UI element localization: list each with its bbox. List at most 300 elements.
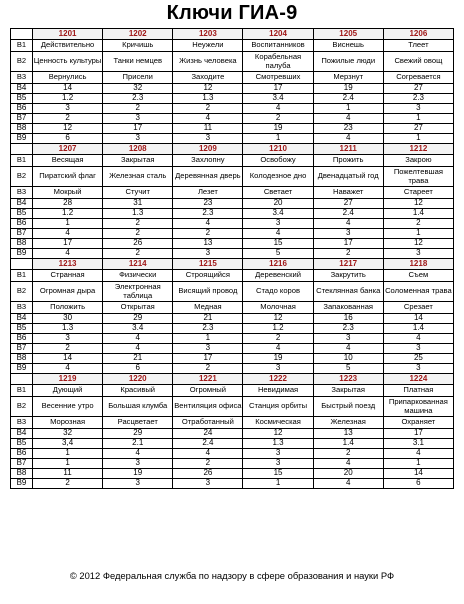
answer-cell: 28	[33, 199, 103, 209]
answer-cell: 3	[33, 104, 103, 114]
answer-cell: 20	[313, 469, 383, 479]
answer-cell: 13	[313, 429, 383, 439]
task-label: B3	[11, 302, 33, 314]
answer-cell: 4	[243, 344, 313, 354]
task-label: B3	[11, 72, 33, 84]
variant-number: 1224	[383, 374, 453, 385]
answer-cell: 4	[33, 229, 103, 239]
answer-cell: 3	[173, 134, 243, 144]
task-label: B5	[11, 94, 33, 104]
answer-cell: 1	[243, 479, 313, 489]
answer-cell: 4	[103, 334, 173, 344]
variant-number: 1219	[33, 374, 103, 385]
answer-cell: Охраняет	[383, 417, 453, 429]
copyright-footer: © 2012 Федеральная служба по надзору в сфере образования и науки РФ	[69, 570, 395, 581]
answer-cell: 1	[383, 134, 453, 144]
answer-row	[11, 364, 454, 374]
task-label: B7	[11, 344, 33, 354]
answer-cell: Срезает	[383, 302, 453, 314]
task-label: B4	[11, 314, 33, 324]
answer-cell: 24	[173, 429, 243, 439]
answer-cell: 17	[103, 124, 173, 134]
answer-cell: 1.3	[243, 439, 313, 449]
task-label: B9	[11, 134, 33, 144]
answer-cell: 3	[383, 344, 453, 354]
answer-cell: 4	[313, 344, 383, 354]
variant-number: 1202	[103, 29, 173, 40]
answer-cell: 23	[173, 199, 243, 209]
answer-row	[11, 314, 454, 324]
answer-cell: Строящийся	[173, 270, 243, 282]
answer-cell: 12	[33, 124, 103, 134]
answer-cell: Большая клумба	[103, 397, 173, 417]
answer-cell: 29	[103, 314, 173, 324]
answer-cell: Наважет	[313, 187, 383, 199]
answer-cell: Виснешь	[313, 40, 383, 52]
answer-cell: Стеклянная банка	[313, 282, 383, 302]
answer-row	[11, 439, 454, 449]
answer-cell: Запакованная	[313, 302, 383, 314]
answer-keys-table	[10, 28, 454, 489]
answer-row	[11, 84, 454, 94]
answer-cell: 1	[243, 134, 313, 144]
answer-cell: 1	[33, 219, 103, 229]
answer-cell: Весенние утро	[33, 397, 103, 417]
answer-row	[11, 459, 454, 469]
task-label: B1	[11, 40, 33, 52]
header-corner-cell	[11, 374, 33, 385]
answer-cell: 4	[313, 219, 383, 229]
answer-row	[11, 167, 454, 187]
answer-cell: 2.4	[313, 209, 383, 219]
variant-number: 1222	[243, 374, 313, 385]
answer-cell: Пожелтевшая трава	[383, 167, 453, 187]
task-label: B6	[11, 219, 33, 229]
answer-cell: 17	[243, 84, 313, 94]
answer-cell: 3	[243, 459, 313, 469]
answer-cell: 4	[33, 249, 103, 259]
answer-cell: Деревянная дверь	[173, 167, 243, 187]
answer-cell: 1.4	[383, 209, 453, 219]
answer-cell: 4	[313, 134, 383, 144]
answer-row	[11, 40, 454, 52]
answer-cell: 31	[103, 199, 173, 209]
answer-cell: 2	[33, 114, 103, 124]
answer-cell: Корабельная палуба	[243, 52, 313, 72]
answer-cell: Отработанный	[173, 417, 243, 429]
answer-cell: 17	[383, 429, 453, 439]
answer-cell: 2.3	[103, 94, 173, 104]
answer-cell: Лезет	[173, 187, 243, 199]
answer-cell: 3	[103, 459, 173, 469]
answer-cell: Огромная дыра	[33, 282, 103, 302]
answer-cell: Вентиляция офиса	[173, 397, 243, 417]
task-label: B9	[11, 249, 33, 259]
answer-cell: 3	[313, 334, 383, 344]
task-label: B2	[11, 397, 33, 417]
answer-cell: Закрою	[383, 155, 453, 167]
answer-cell: 14	[33, 354, 103, 364]
variant-number: 1208	[103, 144, 173, 155]
answer-cell: 20	[243, 199, 313, 209]
answer-cell: 1	[313, 104, 383, 114]
answer-cell: 2.3	[383, 94, 453, 104]
answer-row	[11, 270, 454, 282]
answer-cell: 3	[103, 134, 173, 144]
task-label: B8	[11, 124, 33, 134]
answer-cell: 3	[173, 249, 243, 259]
answer-row	[11, 344, 454, 354]
answer-cell: 26	[103, 239, 173, 249]
answer-cell: 3	[103, 479, 173, 489]
task-label: B2	[11, 167, 33, 187]
answer-cell: 1.3	[103, 209, 173, 219]
answer-cell: Весящая	[33, 155, 103, 167]
answer-cell: 3	[313, 229, 383, 239]
answer-cell: 12	[243, 314, 313, 324]
answer-row	[11, 324, 454, 334]
answer-cell: Стареет	[383, 187, 453, 199]
answer-cell: 3	[243, 364, 313, 374]
answer-cell: 2.4	[173, 439, 243, 449]
answer-cell: Ценность культуры	[33, 52, 103, 72]
answer-cell: Железная сталь	[103, 167, 173, 187]
answer-cell: Стучит	[103, 187, 173, 199]
answer-row	[11, 52, 454, 72]
answer-row	[11, 209, 454, 219]
answer-cell: Колодезное дно	[243, 167, 313, 187]
answer-cell: Неужели	[173, 40, 243, 52]
task-label: B9	[11, 364, 33, 374]
variant-number: 1206	[383, 29, 453, 40]
answer-cell: 2	[383, 219, 453, 229]
answer-cell: 19	[243, 124, 313, 134]
task-label: B5	[11, 439, 33, 449]
answer-cell: 17	[33, 239, 103, 249]
task-label: B6	[11, 334, 33, 344]
answer-cell: Закрутить	[313, 270, 383, 282]
header-corner-cell	[11, 259, 33, 270]
answer-cell: 19	[243, 354, 313, 364]
answer-cell: 2	[103, 219, 173, 229]
answer-cell: 21	[173, 314, 243, 324]
answer-cell: 2	[173, 104, 243, 114]
answer-cell: 5	[313, 364, 383, 374]
answer-cell: 3	[33, 334, 103, 344]
answer-row	[11, 134, 454, 144]
answer-cell: Медная	[173, 302, 243, 314]
answer-cell: 4	[313, 479, 383, 489]
answer-cell: 13	[173, 239, 243, 249]
answer-cell: 21	[103, 354, 173, 364]
answer-cell: 1.4	[313, 439, 383, 449]
answer-cell: 12	[243, 429, 313, 439]
task-label: B2	[11, 52, 33, 72]
answer-cell: Мокрый	[33, 187, 103, 199]
header-corner-cell	[11, 144, 33, 155]
answer-cell: 2	[173, 459, 243, 469]
answer-cell: Дующий	[33, 385, 103, 397]
answer-cell: Смотревших	[243, 72, 313, 84]
answer-cell: Странная	[33, 270, 103, 282]
answer-cell: 32	[33, 429, 103, 439]
answer-cell: Расцветает	[103, 417, 173, 429]
answer-row	[11, 239, 454, 249]
answer-cell: 3	[383, 104, 453, 114]
variant-number: 1216	[243, 259, 313, 270]
answer-cell: 26	[173, 469, 243, 479]
answer-cell: 1	[383, 459, 453, 469]
task-label: B1	[11, 155, 33, 167]
answer-cell: Захлопну	[173, 155, 243, 167]
answer-cell: Двенадцатый год	[313, 167, 383, 187]
answer-cell: Заходите	[173, 72, 243, 84]
answer-cell: 3.4	[103, 324, 173, 334]
answer-row	[11, 429, 454, 439]
answer-cell: 17	[173, 354, 243, 364]
answer-cell: 3	[243, 219, 313, 229]
answer-cell: Пожилые люди	[313, 52, 383, 72]
variant-header-row	[11, 374, 454, 385]
answer-row	[11, 385, 454, 397]
answer-cell: 2	[243, 334, 313, 344]
answer-cell: 2	[173, 229, 243, 239]
answer-cell: Присели	[103, 72, 173, 84]
answer-cell: 4	[383, 334, 453, 344]
answer-cell: Станция орбиты	[243, 397, 313, 417]
variant-number: 1221	[173, 374, 243, 385]
variant-number: 1204	[243, 29, 313, 40]
answer-row	[11, 417, 454, 429]
answer-cell: Быстрый поезд	[313, 397, 383, 417]
variant-number: 1209	[173, 144, 243, 155]
answer-cell: Кричишь	[103, 40, 173, 52]
answer-row	[11, 229, 454, 239]
answer-cell: 3	[173, 344, 243, 354]
answer-cell: 1	[33, 459, 103, 469]
answer-cell: Морозная	[33, 417, 103, 429]
answer-cell: 1.3	[173, 94, 243, 104]
answer-cell: 3.4	[243, 94, 313, 104]
answer-cell: Жизнь человека	[173, 52, 243, 72]
answer-cell: 4	[313, 459, 383, 469]
variant-header-row	[11, 144, 454, 155]
answer-cell: Огромный	[173, 385, 243, 397]
answer-cell: Стадо коров	[243, 282, 313, 302]
answer-cell: Положить	[33, 302, 103, 314]
answer-row	[11, 72, 454, 84]
answer-cell: 14	[383, 314, 453, 324]
answer-cell: 1.2	[33, 94, 103, 104]
answer-row	[11, 282, 454, 302]
answer-cell: 1	[173, 334, 243, 344]
variant-number: 1217	[313, 259, 383, 270]
answer-row	[11, 114, 454, 124]
answer-cell: 12	[383, 239, 453, 249]
answer-row	[11, 302, 454, 314]
answer-cell: 29	[103, 429, 173, 439]
task-label: B2	[11, 282, 33, 302]
answer-cell: 2.3	[173, 209, 243, 219]
answer-cell: 3	[243, 449, 313, 459]
task-label: B3	[11, 417, 33, 429]
answer-cell: 2.1	[103, 439, 173, 449]
answer-cell: 4	[103, 449, 173, 459]
answer-cell: Мерзнут	[313, 72, 383, 84]
answer-cell: 2	[243, 114, 313, 124]
variant-number: 1218	[383, 259, 453, 270]
answer-cell: 1.2	[33, 209, 103, 219]
answer-cell: 2	[103, 249, 173, 259]
answer-cell: 14	[33, 84, 103, 94]
answer-cell: 10	[313, 354, 383, 364]
answer-cell: Открытая	[103, 302, 173, 314]
answer-cell: 1.4	[383, 324, 453, 334]
answer-cell: 32	[103, 84, 173, 94]
answer-cell: 3	[383, 249, 453, 259]
answer-cell: 3	[383, 364, 453, 374]
answer-cell: Освобожу	[243, 155, 313, 167]
answer-cell: 4	[173, 114, 243, 124]
answer-cell: 2.3	[313, 324, 383, 334]
task-label: B5	[11, 324, 33, 334]
answer-cell: 4	[243, 104, 313, 114]
answer-row	[11, 397, 454, 417]
answer-cell: 2	[33, 344, 103, 354]
answer-cell: Тлеет	[383, 40, 453, 52]
variant-header-row	[11, 29, 454, 40]
task-label: B4	[11, 429, 33, 439]
answer-cell: 25	[383, 354, 453, 364]
answer-cell: 1	[33, 449, 103, 459]
answer-cell: Железная	[313, 417, 383, 429]
answer-cell: 3	[173, 479, 243, 489]
answer-cell: 12	[383, 199, 453, 209]
answer-cell: 4	[173, 449, 243, 459]
answer-cell: Вернулись	[33, 72, 103, 84]
answer-row	[11, 249, 454, 259]
variant-number: 1212	[383, 144, 453, 155]
answer-cell: 4	[313, 114, 383, 124]
task-label: B4	[11, 199, 33, 209]
answer-cell: Свежий овощ	[383, 52, 453, 72]
variant-number: 1220	[103, 374, 173, 385]
answer-cell: Платная	[383, 385, 453, 397]
answer-cell: Прожить	[313, 155, 383, 167]
variant-number: 1211	[313, 144, 383, 155]
answer-cell: 2	[103, 104, 173, 114]
answer-row	[11, 104, 454, 114]
task-label: B8	[11, 469, 33, 479]
answer-cell: Пиратский флаг	[33, 167, 103, 187]
answer-row	[11, 199, 454, 209]
task-label: B8	[11, 239, 33, 249]
answer-cell: Закрытая	[313, 385, 383, 397]
answer-cell: 27	[383, 124, 453, 134]
answer-cell: Закрытая	[103, 155, 173, 167]
answer-cell: Светает	[243, 187, 313, 199]
variant-number: 1213	[33, 259, 103, 270]
variant-number: 1205	[313, 29, 383, 40]
answer-cell: 2.3	[173, 324, 243, 334]
answer-cell: 27	[313, 199, 383, 209]
answer-row	[11, 94, 454, 104]
answer-row	[11, 354, 454, 364]
answer-cell: 2	[33, 479, 103, 489]
task-label: B9	[11, 479, 33, 489]
answer-cell: Красивый	[103, 385, 173, 397]
answer-cell: 16	[313, 314, 383, 324]
answer-cell: 14	[383, 469, 453, 479]
task-label: B1	[11, 270, 33, 282]
answer-cell: Припаркованная машина	[383, 397, 453, 417]
answer-cell: 2.4	[313, 94, 383, 104]
answer-cell: Съем	[383, 270, 453, 282]
task-label: B4	[11, 84, 33, 94]
answer-cell: 15	[243, 239, 313, 249]
answer-cell: 1	[383, 114, 453, 124]
answer-cell: 3	[103, 114, 173, 124]
task-label: B8	[11, 354, 33, 364]
variant-number: 1214	[103, 259, 173, 270]
answer-cell: Невидимая	[243, 385, 313, 397]
answer-cell: Согревается	[383, 72, 453, 84]
answer-cell: 1.3	[33, 324, 103, 334]
answer-cell: 11	[33, 469, 103, 479]
task-label: B1	[11, 385, 33, 397]
answer-cell: 1	[383, 229, 453, 239]
answer-cell: 2	[313, 249, 383, 259]
variant-number: 1223	[313, 374, 383, 385]
task-label: B6	[11, 104, 33, 114]
task-label: B7	[11, 114, 33, 124]
answer-cell: Физически	[103, 270, 173, 282]
answer-cell: 4	[103, 344, 173, 354]
answer-cell: 3.4	[243, 209, 313, 219]
answer-cell: 4	[173, 219, 243, 229]
answer-cell: 2	[173, 364, 243, 374]
answer-cell: 6	[103, 364, 173, 374]
answer-cell: 6	[383, 479, 453, 489]
variant-number: 1210	[243, 144, 313, 155]
answer-cell: Космическая	[243, 417, 313, 429]
variant-number: 1201	[33, 29, 103, 40]
answer-cell: 2	[313, 449, 383, 459]
answer-cell: 3,4	[33, 439, 103, 449]
answer-cell: 19	[103, 469, 173, 479]
answer-cell: 1.2	[243, 324, 313, 334]
page-title: Ключи ГИА-9	[166, 2, 298, 24]
answer-row	[11, 124, 454, 134]
answer-cell: Танки немцев	[103, 52, 173, 72]
variant-number: 1207	[33, 144, 103, 155]
task-label: B3	[11, 187, 33, 199]
answer-cell: 3.1	[383, 439, 453, 449]
variant-number: 1203	[173, 29, 243, 40]
answer-cell: 23	[313, 124, 383, 134]
task-label: B7	[11, 229, 33, 239]
answer-row	[11, 449, 454, 459]
answer-cell: 27	[383, 84, 453, 94]
answer-cell: 4	[33, 364, 103, 374]
task-label: B5	[11, 209, 33, 219]
answer-cell: 4	[383, 449, 453, 459]
answer-cell: 5	[243, 249, 313, 259]
header-corner-cell	[11, 29, 33, 40]
answer-cell: Молочная	[243, 302, 313, 314]
answer-row	[11, 155, 454, 167]
answer-cell: 15	[243, 469, 313, 479]
